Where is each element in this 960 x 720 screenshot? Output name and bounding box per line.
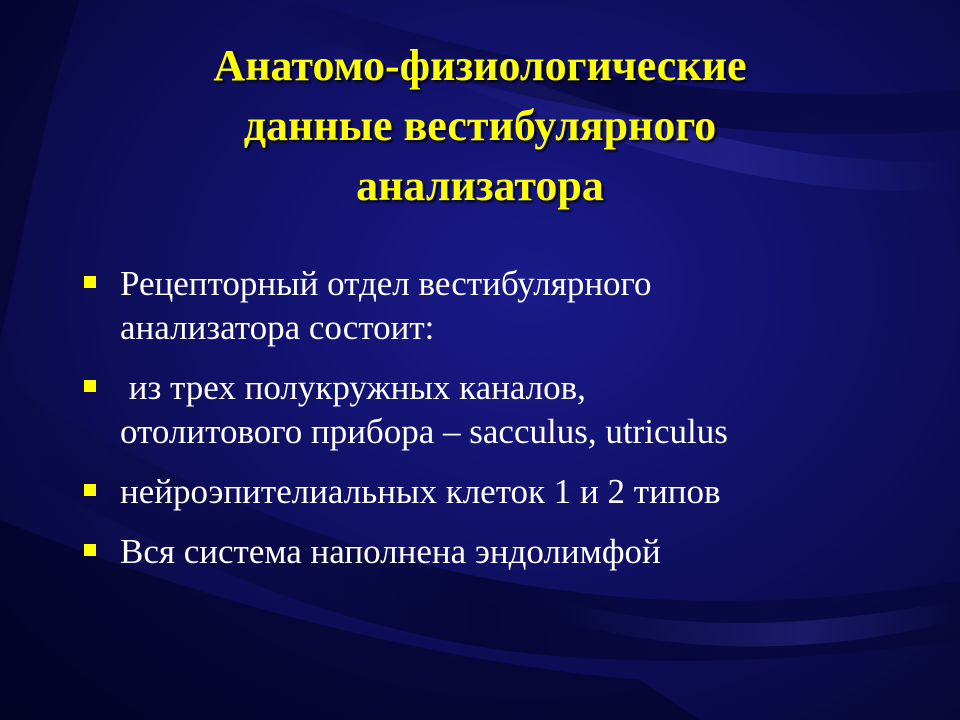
bullet-item [84,470,904,514]
title-line: Анатомо-физиологические [213,41,747,90]
bullet-text [120,262,904,350]
bullet-line: Рецепторный отдел вестибулярного [120,264,652,303]
bullet-line: из трех полукружных каналов, [120,368,586,407]
bullet-text [120,470,904,514]
bullet-text [120,530,904,574]
square-bullet-icon [84,276,96,288]
bullet-item [84,262,904,350]
bullet-line: отолитового прибора – sacculus, utriculus [120,412,728,451]
square-bullet-icon [84,484,96,496]
slide-title [60,36,900,216]
bullet-line: Вся система наполнена эндолимфой [120,532,661,571]
title-line: данные вестибулярного [243,101,717,150]
square-bullet-icon [84,380,96,392]
bullet-list [84,262,904,590]
bullet-line: анализатора состоит: [120,308,435,347]
bullet-text [120,366,904,454]
title-line: анализатора [356,161,604,210]
bullet-line: нейроэпителиальных клеток 1 и 2 типов [120,472,721,511]
bullet-item [84,366,904,454]
bullet-item [84,530,904,574]
square-bullet-icon [84,544,96,556]
